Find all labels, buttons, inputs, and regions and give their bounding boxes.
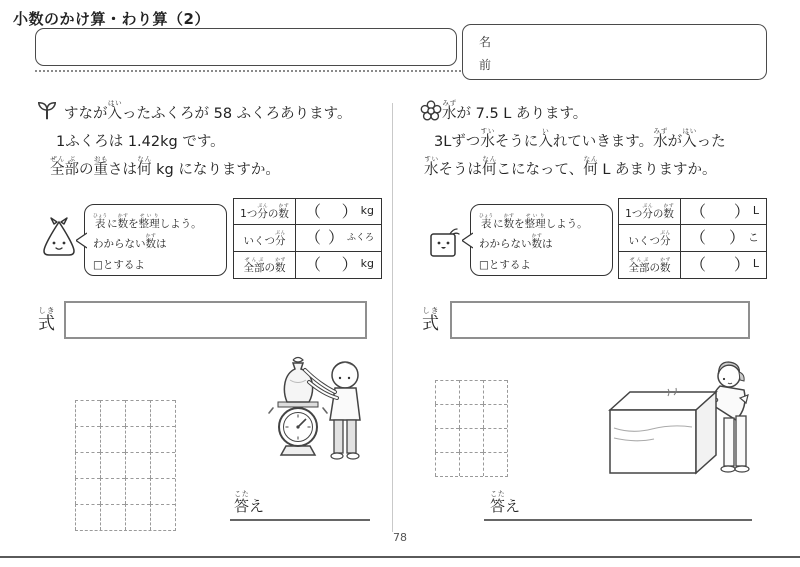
table-value-cell[interactable] [681, 225, 766, 251]
grid-cell[interactable] [435, 380, 459, 404]
hint-line: わからない 数かず は [93, 234, 167, 250]
grid-cell[interactable] [150, 504, 175, 530]
formula-label: 式しき [38, 306, 55, 334]
grid-cell[interactable] [125, 478, 150, 504]
answer-line[interactable] [230, 519, 370, 521]
grid-cell[interactable] [435, 404, 459, 428]
grid-cell[interactable] [150, 452, 175, 478]
onigiri-character-icon [40, 216, 78, 258]
column-divider [392, 103, 393, 532]
grid-cell[interactable] [150, 400, 175, 426]
hint-bubble [470, 204, 613, 276]
problem-line: 水みず が 7.5 L あります。 [442, 99, 588, 122]
table-label-cell: 1つ 分ぶん の 数かず [619, 199, 681, 225]
paren-close: ） [341, 201, 358, 221]
values-table-right [618, 198, 767, 279]
box-character-icon [428, 226, 460, 260]
unit-label: kg [360, 256, 374, 270]
formula-input-box[interactable] [450, 301, 750, 339]
unit-label: ふくろ [346, 233, 374, 244]
grid-cell[interactable] [125, 426, 150, 452]
problem-text-left [50, 95, 352, 179]
paren-close: ） [728, 228, 745, 248]
table-label-cell: 1つ 分ぶん の 数かず [234, 199, 296, 225]
paren-close: ） [327, 228, 344, 248]
table-value-cell[interactable] [681, 252, 766, 278]
grid-cell[interactable] [125, 504, 150, 530]
grid-cell[interactable] [435, 428, 459, 452]
grid-cell[interactable] [483, 452, 507, 476]
problem-line: すなが 入はい ったふくろが 58 ふくろあります。 [64, 99, 352, 122]
grid-cell[interactable] [100, 452, 125, 478]
title-box [35, 28, 457, 66]
unit-label: kg [360, 203, 374, 217]
illustration-water-tank [598, 348, 768, 483]
grid-cell[interactable] [75, 452, 100, 478]
hint-line: □とするよ [479, 258, 531, 271]
page-number: 78 [393, 531, 407, 544]
grid-cell[interactable] [459, 404, 483, 428]
grid-cell[interactable] [100, 400, 125, 426]
hint-line: □とするよ [93, 258, 145, 271]
table-label-cell: 全部ぜんぶ の 数かず [234, 252, 296, 278]
hint-line: 表ひょう に 数かず を 整理せいり しよう。 [93, 213, 202, 230]
dotted-separator [35, 70, 465, 72]
table-value-cell[interactable] [296, 199, 381, 225]
grid-cell[interactable] [125, 400, 150, 426]
name-label-top: 名 [479, 35, 492, 49]
grid-cell[interactable] [483, 380, 507, 404]
table-value-cell[interactable] [296, 225, 381, 251]
grid-cell[interactable] [100, 504, 125, 530]
answer-line[interactable] [484, 519, 752, 521]
grid-cell[interactable] [459, 428, 483, 452]
paren-open: （ [690, 228, 707, 248]
problem-text-right [424, 95, 726, 179]
unit-label: こ [748, 230, 759, 244]
grid-cell[interactable] [100, 426, 125, 452]
answer-label: 答こた え [234, 490, 265, 515]
paren-open: （ [690, 201, 707, 221]
grid-cell[interactable] [125, 452, 150, 478]
bubble-tail [76, 232, 87, 249]
work-grid-left [75, 400, 176, 531]
hint-line: 表ひょう に 数かず を 整理せいり しよう。 [479, 213, 588, 230]
grid-cell[interactable] [459, 380, 483, 404]
paren-close: ） [733, 254, 750, 274]
grid-cell[interactable] [75, 478, 100, 504]
table-label-cell: いくつ 分ぶん [234, 225, 296, 251]
grid-cell[interactable] [150, 426, 175, 452]
unit-label: L [752, 203, 759, 217]
table-value-cell[interactable] [681, 199, 766, 225]
grid-cell[interactable] [75, 426, 100, 452]
formula-label: 式しき [422, 306, 439, 334]
problem-line: 1ふくろは 1.42kg です。 [56, 134, 225, 150]
page-title: 小数のかけ算・わり算（2） [13, 10, 210, 28]
grid-cell[interactable] [435, 452, 459, 476]
page-bottom-edge [0, 556, 800, 558]
paren-open: （ [305, 228, 322, 248]
problem-line: 全ぜん 部ぶ の 重おも さは 何なん kg になりますか。 [50, 155, 280, 178]
hint-bubble [84, 204, 227, 276]
bubble-tail [462, 232, 473, 249]
grid-cell[interactable] [483, 404, 507, 428]
unit-label: L [752, 256, 759, 270]
table-value-cell[interactable] [296, 252, 381, 278]
problem-line: 水すい そうは 何なん こになって、 何なん L あまりますか。 [424, 155, 717, 178]
paren-close: ） [341, 254, 358, 274]
grid-cell[interactable] [75, 504, 100, 530]
work-grid-right [435, 380, 508, 477]
grid-cell[interactable] [459, 452, 483, 476]
table-label-cell: 全部ぜんぶ の 数かず [619, 252, 681, 278]
grid-cell[interactable] [483, 428, 507, 452]
name-field[interactable] [462, 24, 767, 80]
table-label-cell: いくつ 分ぶん [619, 225, 681, 251]
grid-cell[interactable] [75, 400, 100, 426]
paren-open: （ [305, 254, 322, 274]
paren-open: （ [690, 254, 707, 274]
paren-close: ） [733, 201, 750, 221]
paren-open: （ [305, 201, 322, 221]
illustration-weighing-scale [243, 350, 383, 465]
name-label-bottom: 前 [479, 58, 492, 72]
grid-cell[interactable] [150, 478, 175, 504]
formula-input-box[interactable] [64, 301, 367, 339]
hint-line: わからない 数かず は [479, 234, 553, 250]
answer-label: 答こた え [490, 490, 521, 515]
problem-line: 3Lずつ 水すい そうに 入い れていきます。 水みず が 入はい った [434, 127, 726, 150]
values-table-left [233, 198, 382, 279]
grid-cell[interactable] [100, 478, 125, 504]
